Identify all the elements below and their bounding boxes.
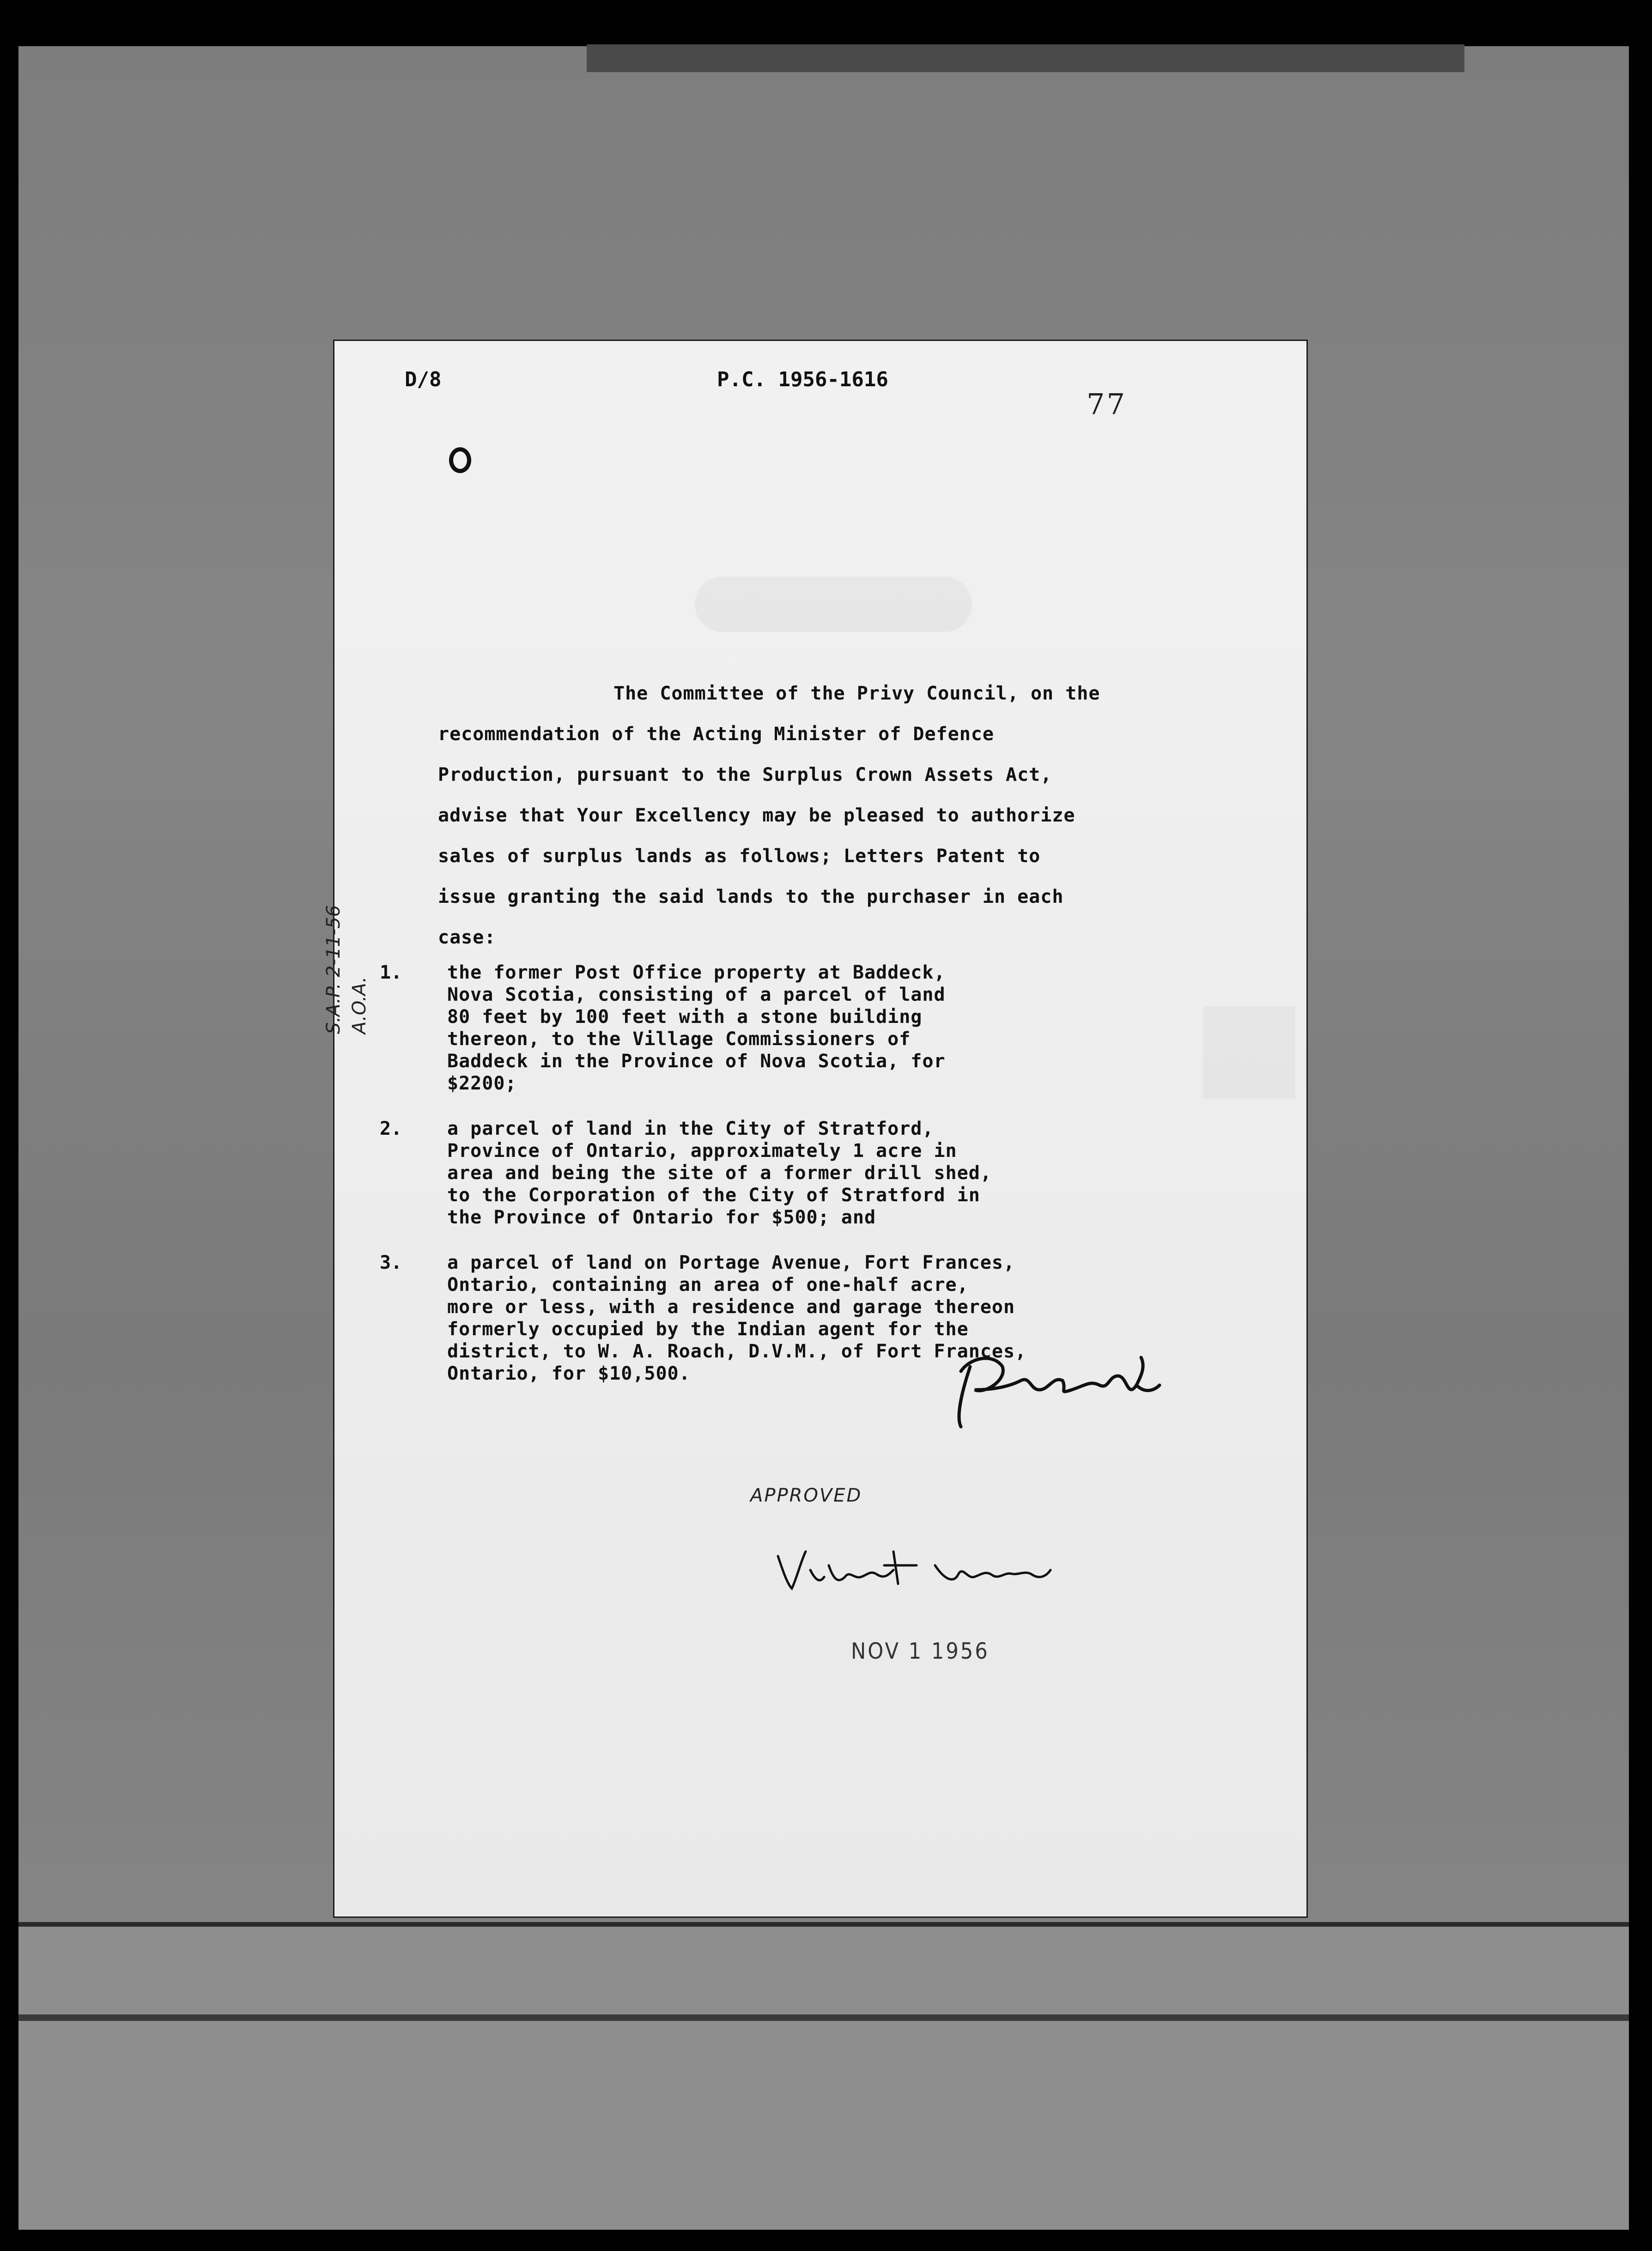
approval-date-stamp: NOV 1 1956 [851, 1638, 990, 1664]
item-line: Province of Ontario, approximately 1 acre in [447, 1140, 957, 1162]
page-number: 77 [1087, 387, 1127, 421]
item-line: Ontario, containing an area of one-half acre, [447, 1274, 969, 1296]
preamble-line: Production, pursuant to the Surplus Crown Assets Act, [438, 764, 1052, 785]
punch-hole [449, 447, 471, 473]
order-number: P.C. 1956-1616 [717, 368, 888, 391]
item-line: Ontario, for $10,500. [447, 1363, 691, 1384]
backing-lower-panel [18, 1922, 1629, 2230]
order-in-council-page [323, 341, 1306, 1916]
item-line: the Province of Ontario for $500; and [447, 1207, 876, 1228]
item-number: 2. [380, 1118, 402, 1139]
backing-tab [587, 44, 1464, 72]
preamble-line: recommendation of the Acting Minister of Defence [438, 724, 994, 745]
margin-note-line: S.A.P. 2-11-56 [323, 905, 344, 1034]
item-line: Nova Scotia, consisting of a parcel of land [447, 984, 946, 1005]
preamble-line: advise that Your Excellency may be pleased to authorize [438, 805, 1075, 826]
preamble-line: issue granting the said lands to the purchaser in each [438, 886, 1064, 907]
clerk-signature [942, 1339, 1164, 1431]
bleed-through-mark [695, 577, 972, 632]
approval-label: APPROVED [750, 1485, 862, 1506]
item-line: more or less, with a residence and garage thereon [447, 1296, 1015, 1318]
item-line: a parcel of land in the City of Stratford, [447, 1118, 934, 1139]
item-line: to the Corporation of the City of Stratford in [447, 1185, 980, 1206]
governor-general-signature [769, 1533, 1064, 1602]
item-line: district, to W. A. Roach, D.V.M., of Fort Frances, [447, 1341, 1027, 1362]
item-line: thereon, to the Village Commissioners of [447, 1028, 911, 1050]
margin-initials-note [321, 905, 372, 1034]
item-line: a parcel of land on Portage Avenue, Fort Frances, [447, 1252, 1015, 1273]
item-line: area and being the site of a former drill shed, [447, 1162, 992, 1184]
backing-lower-band [18, 2014, 1629, 2021]
file-code: D/8 [405, 368, 442, 391]
item-number: 3. [380, 1252, 402, 1273]
item-line: Baddeck in the Province of Nova Scotia, for [447, 1051, 946, 1072]
margin-note-line: A.O.A. [349, 976, 370, 1034]
preamble-line: The Committee of the Privy Council, on the [613, 683, 1100, 704]
item-line: 80 feet by 100 feet with a stone building [447, 1006, 923, 1028]
preamble-line: sales of surplus lands as follows; Letters Patent to [438, 846, 1041, 867]
item-line: formerly occupied by the Indian agent for the [447, 1319, 969, 1340]
bleed-through-mark [1203, 1006, 1295, 1099]
item-line: the former Post Office property at Baddeck, [447, 962, 946, 983]
preamble-line: case: [438, 927, 496, 948]
item-number: 1. [380, 962, 402, 983]
item-line: $2200; [447, 1073, 517, 1094]
